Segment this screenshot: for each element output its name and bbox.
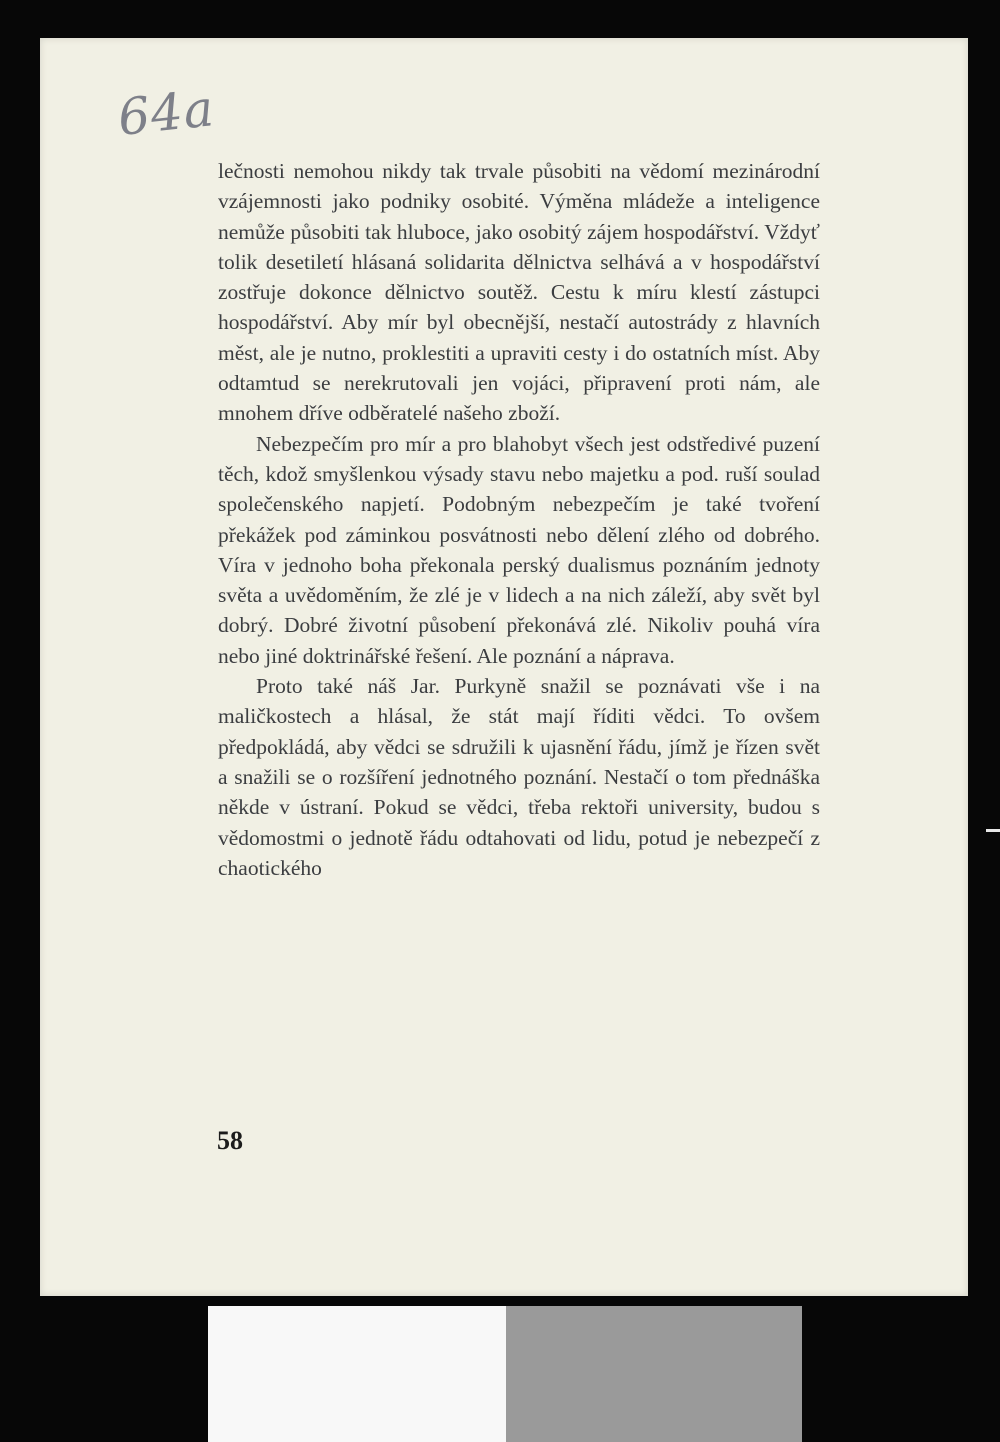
white-calibration-card [208,1306,506,1442]
edge-marker [986,829,1000,832]
handwritten-note: 64a [115,79,218,147]
page-number: 58 [217,1126,243,1155]
paragraph-1: lečnosti nemohou nikdy tak trvale působiti na vědomí mezinárodní vzájemnosti jako podniky osobité. Výměna mládeže a inteligence nemůže působiti tak hluboce, jako osobitý zájem hospodářství. Vždyť tolik desetiletí hlásaná solidarita dělnictva selhává a v hospodářství zostřuje dokonce dělnictvo soutěž. Cestu k míru klestí zástupci hospodářství. Aby mír byl obecnější, nestačí autostrády z hlavních měst, ale je nutno, proklestiti a upraviti cesty i do ostatních míst. Aby odtamtud se nerekrutovali jen vojáci, připravení proti nám, ale mnohem dříve odběratelé našeho zboží. [218,159,820,426]
paragraph-3: Proto také náš Jar. Purkyně snažil se poznávati vše i na maličkostech a hlásal, že stát mají říditi vědci. To ovšem předpokládá, aby vědci se sdružili k ujasnění řádu, jímž je řízen svět a snažili se o rozšíření jednotného poznání. Nestačí o tom přednáška někde v ústraní. Pokud se vědci, třeba rektoři university, budou s vědomostmi o jednotě řádu odtahovati od lidu, potud je nebezpečí z chaotického [218,674,820,880]
gray-calibration-card [506,1306,802,1442]
paragraph-2: Nebezpečím pro mír a pro blahobyt všech jest odstředivé puzení těch, kdož smyšlenkou výsady stavu nebo majetku a pod. ruší soulad společenského napjetí. Podobným nebezpečím je také tvoření překážek pod záminkou posvátnosti nebo dělení zlého od dobrého. Víra v jednoho boha překonala perský dualismus poznáním jednoty světa a uvědoměním, že zlé je v lidech a na nich záleží, aby svět byl dobrý. Dobré životní působení překonává zlé. Nikoliv pouhá víra nebo jiné doktrinářské řešení. Ale poznání a náprava. [218,431,820,668]
body-text [218,156,820,883]
